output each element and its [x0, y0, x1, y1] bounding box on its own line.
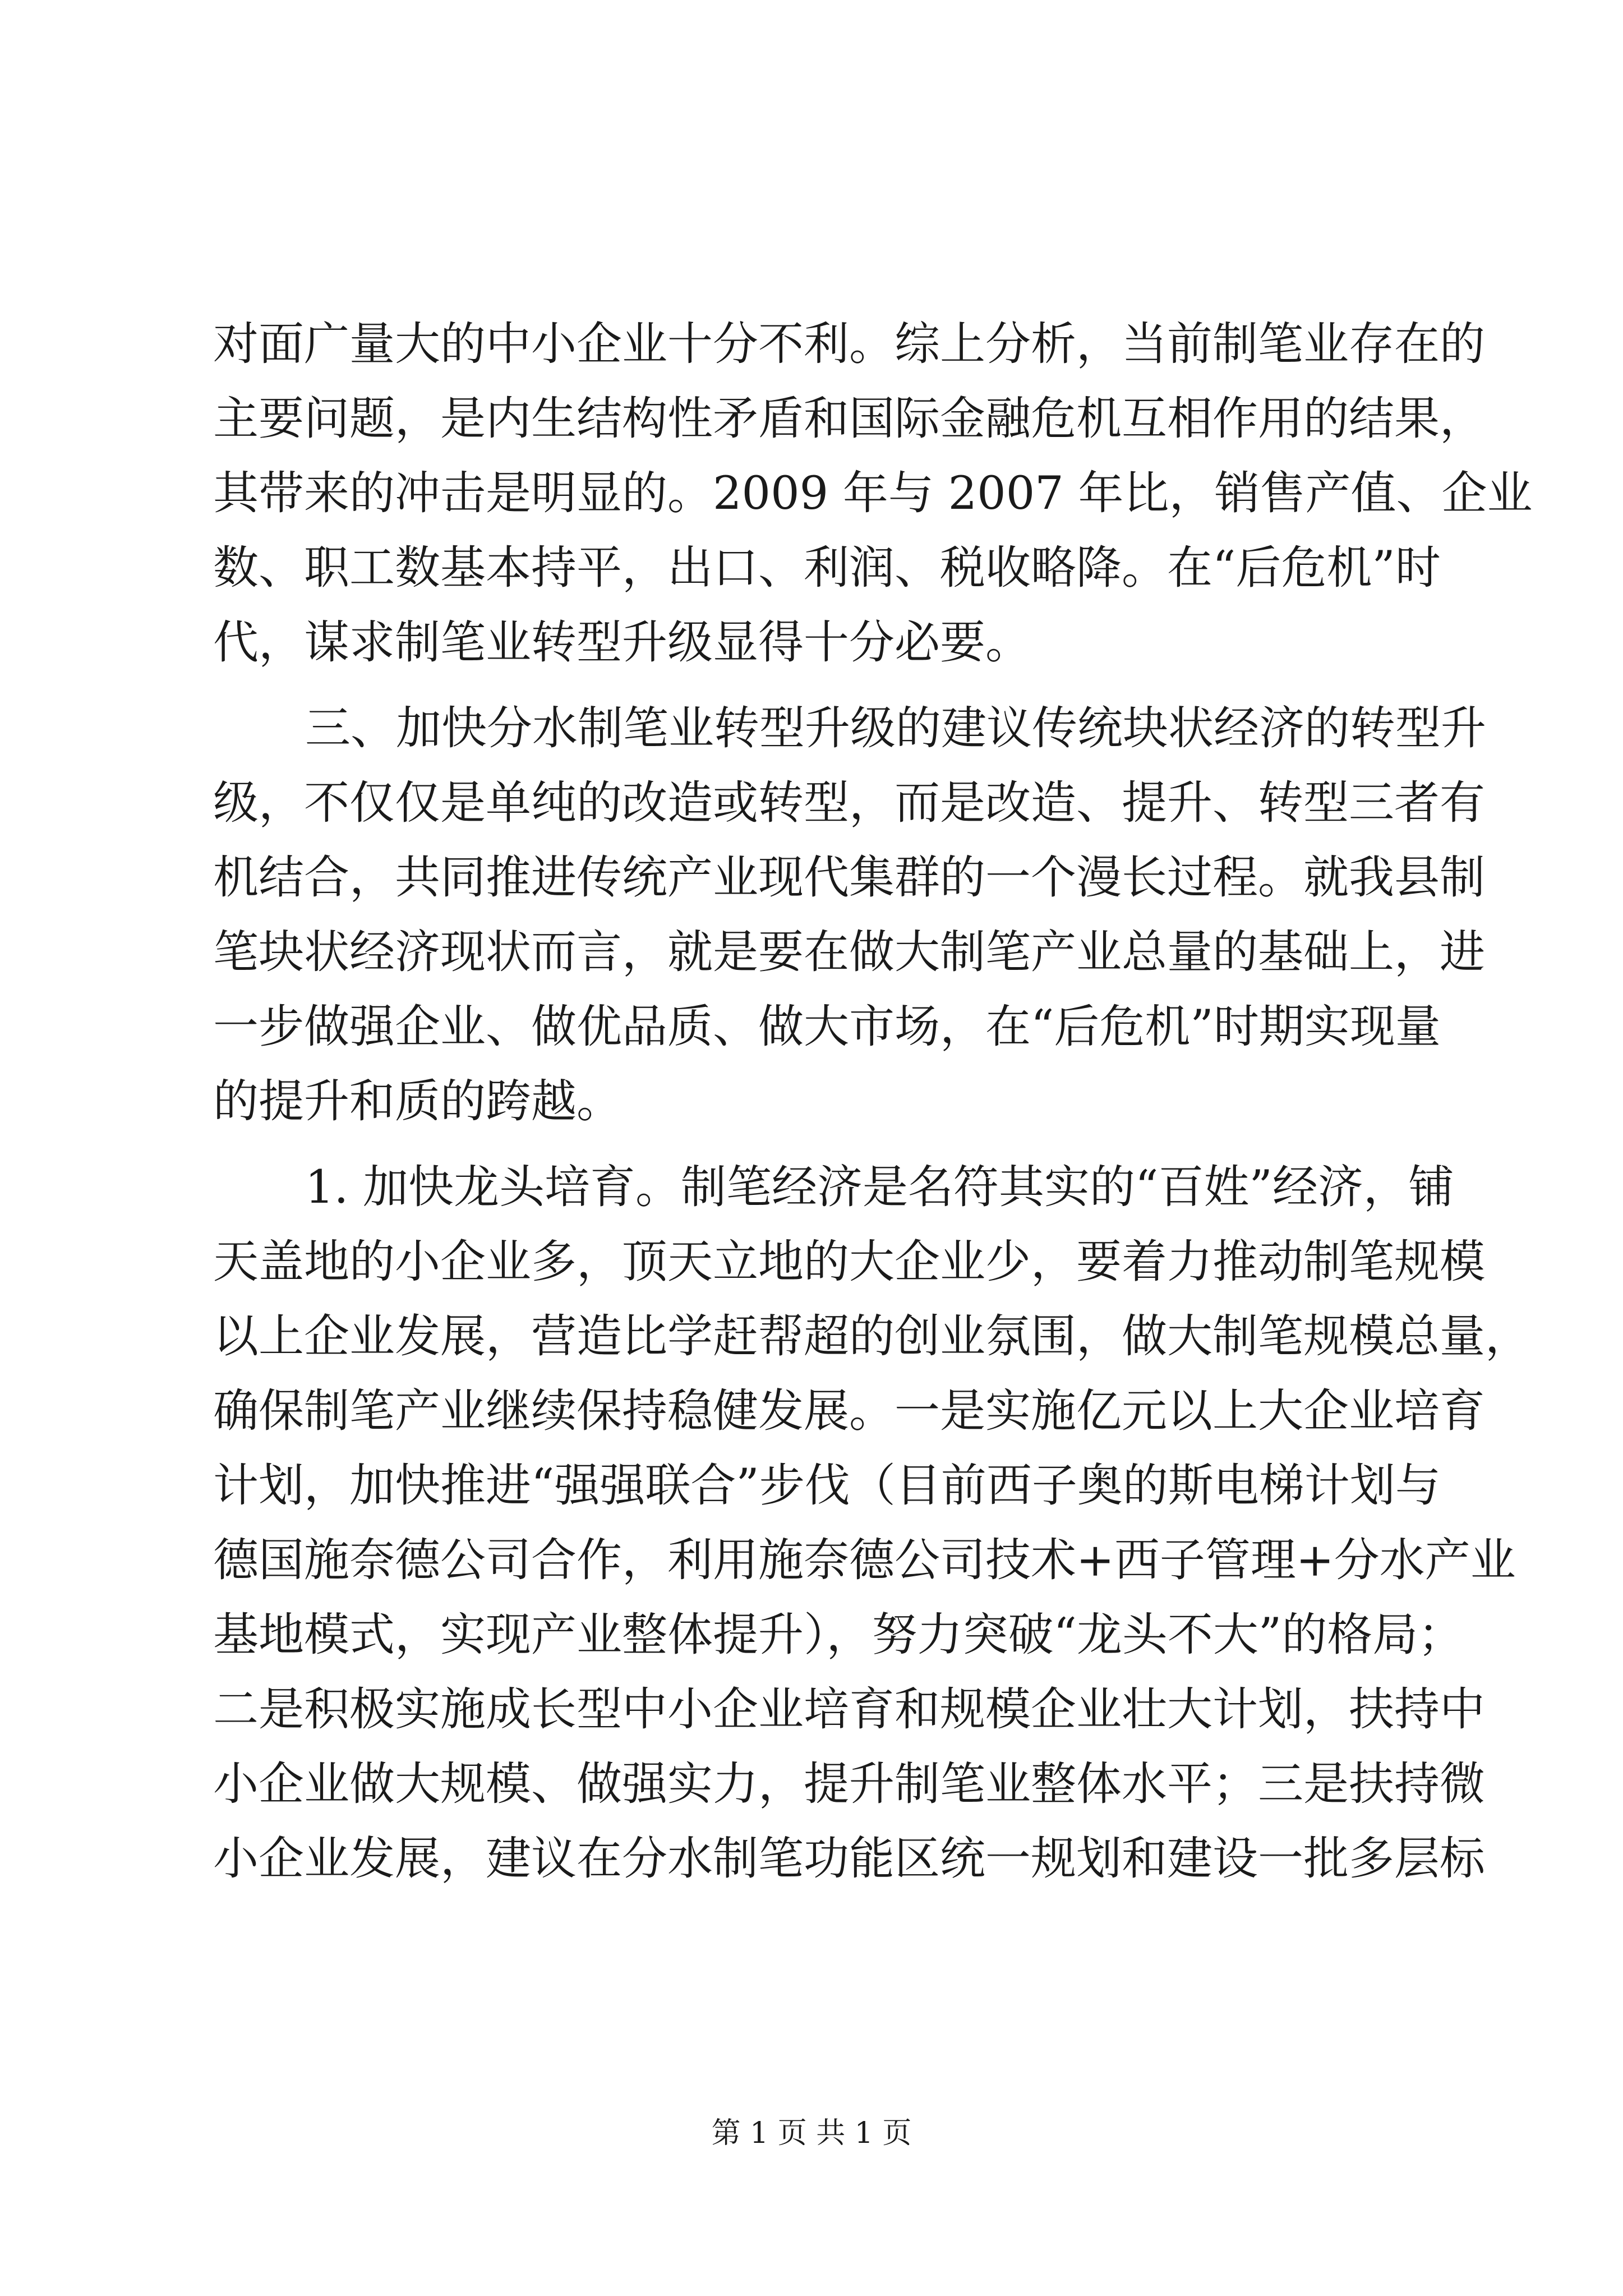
text-line: 笔块状经济现状而言，就是要在做大制笔产业总量的基础上，进	[213, 926, 1486, 979]
text-line: 德国施奈德公司合作，利用施奈德公司技术+西子管理+分水产业	[213, 1534, 1516, 1587]
text-line: 一步做强企业、做优品质、做大市场，在“后危机”时期实现量	[213, 1001, 1441, 1053]
paragraph-gap	[213, 680, 1413, 692]
text-line: 确保制笔产业继续保持稳健发展。一是实施亿元以上大企业培育	[213, 1385, 1486, 1438]
text-line: 级，不仅仅是单纯的改造或转型，而是改造、提升、转型三者有	[213, 777, 1486, 830]
text-line: 代，谋求制笔业转型升级显得十分必要。	[213, 616, 1031, 669]
document-body	[213, 307, 1533, 1897]
text-line: 计划，加快推进“强强联合”步伐（目前西子奥的斯电梯计划与	[213, 1460, 1441, 1512]
text-line: 机结合，共同推进传统产业现代集群的一个漫长过程。就我县制	[213, 852, 1486, 904]
text-line: 其带来的冲击是明显的。2009 年与 2007 年比，销售产值、企业	[213, 467, 1533, 520]
text-line: 以上企业发展，营造比学赶帮超的创业氛围，做大制笔规模总量，	[213, 1310, 1531, 1363]
paragraph	[213, 307, 1533, 680]
text-line: 1. 加快龙头培育。制笔经济是名符其实的“百姓”经济，铺	[305, 1161, 1454, 1214]
text-line: 小企业发展，建议在分水制笔功能区统一规划和建设一批多层标	[213, 1833, 1486, 1885]
text-line: 天盖地的小企业多，顶天立地的大企业少，要着力推动制笔规模	[213, 1236, 1486, 1289]
paragraph-gap	[213, 1139, 1413, 1151]
text-line: 二是积极实施成长型中小企业培育和规模企业壮大计划，扶持中	[213, 1683, 1486, 1736]
text-line: 基地模式，实现产业整体提升），努力突破“龙头不大”的格局；	[213, 1609, 1464, 1662]
text-line: 主要问题，是内生结构性矛盾和国际金融危机互相作用的结果，	[213, 393, 1486, 445]
text-line: 三、加快分水制笔业转型升级的建议传统块状经济的转型升	[305, 702, 1487, 755]
text-line: 对面广量大的中小企业十分不利。综上分析，当前制笔业存在的	[213, 318, 1486, 371]
text-line: 小企业做大规模、做强实力，提升制笔业整体水平；三是扶持微	[213, 1758, 1486, 1811]
text-line: 数、职工数基本持平，出口、利润、税收略降。在“后危机”时	[213, 542, 1441, 595]
text-line: 的提升和质的跨越。	[213, 1075, 623, 1128]
page-number-footer: 第 1 页 共 1 页	[711, 2116, 912, 2150]
paragraph	[213, 692, 1487, 1139]
paragraph	[213, 1151, 1531, 1897]
